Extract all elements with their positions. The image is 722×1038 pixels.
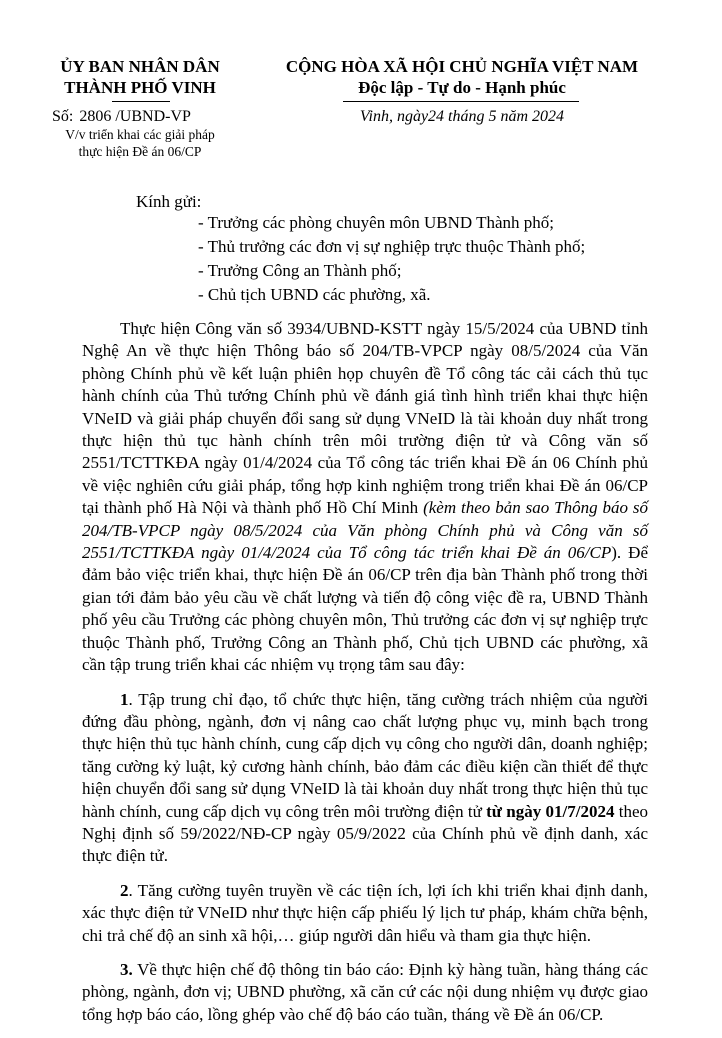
task-number: 3.: [120, 959, 133, 979]
intro-italic-text: (kèm theo bản sao Thông báo số 204/TB-VPCP ngày 08/5/2024 của Văn phòng Chính phủ và Công văn số 2551/TCTTKĐA ngày 01/4/2024 của Tổ công tác triển khai Đề án 06/CP: [82, 498, 649, 563]
intro-paragraph: [82, 318, 648, 677]
task-text: Về thực hiện chế độ thông tin báo cáo: Định kỳ hàng tuần, hàng tháng các phòng, ngành, đơn vị; UBND phường, xã căn cứ các nội dung nhiệm vụ được giao tổng hợp báo cáo, lồng ghép vào chế độ báo cáo tuần, tháng về Đề án 06/CP.: [82, 959, 648, 1024]
recipient-item: - Trưởng các phòng chuyên môn UBND Thành phố;: [198, 213, 554, 232]
motto-underline: [343, 101, 579, 102]
intro-text-2: ). Để đảm bảo việc triển khai, thực hiện Đề án 06/CP trên địa bàn Thành phố trong thời gian tới đảm bảo yêu cầu về chất lượng và tiến độ công việc đề ra, UBND Thành phố yêu cầu Trưởng các phòng chuyên môn, Thủ trưởng các đơn vị sự nghiệp trực thuộc Thành phố, Trưởng Công an Thành phố, Chủ tịch UBND các phường, xã cần tập trung triển khai các nhiệm vụ trọng tâm sau đây:: [82, 543, 648, 675]
document-number-label: Số:: [52, 108, 74, 125]
task-text: . Tập trung chỉ đạo, tổ chức thực hiện, tăng cường trách nhiệm của người đứng đầu phòng, ngành, đơn vị nâng cao chất lượng phục vụ, minh bạch trong thực hiện thủ tục hành chính, cung cấp dịch vụ công cho người dân, doanh nghiệp; tăng cường kỷ luật, kỷ cương hành chính, bảo đảm các điều kiện cần thiết để thực hiện chuyển đổi sang sử dụng VNeID là tài khoản duy nhất trong thực hiện thủ tục hành chính, cung cấp dịch vụ công trên môi trường điện tử: [82, 689, 648, 821]
document-number-value: 2806 /UBND-VP: [79, 108, 191, 125]
issuer-line-2: THÀNH PHỐ VINH: [64, 78, 216, 97]
national-title-block: [258, 56, 666, 98]
recipient-list: [198, 211, 585, 307]
issuer-block: [40, 56, 240, 98]
national-title: CỘNG HÒA XÃ HỘI CHỦ NGHĨA VIỆT NAM: [285, 57, 639, 76]
task-text-tail: theo Nghị định số 59/2022/NĐ-CP ngày 05/9/2022 của Chính phủ về định danh, xác thực điện tử.: [82, 801, 649, 866]
subject-line-1: V/v triển khai các giải pháp: [65, 127, 215, 142]
issuer-underline: [112, 101, 170, 102]
task-number: 2: [120, 880, 129, 900]
task-number: 1: [120, 689, 129, 709]
document-date: Vinh, ngày24 tháng 5 năm 2024: [359, 108, 565, 125]
greeting: Kính gửi:: [136, 192, 202, 211]
task-text: . Tăng cường tuyên truyền về các tiện ích, lợi ích khi triển khai định danh, xác thực điện tử VNeID như thực hiện cấp phiếu lý lịch tư pháp, khám chữa bệnh, chi trả chế độ an sinh xã hội,… giúp người dân hiểu và tham gia thực hiện.: [82, 880, 648, 945]
national-motto: Độc lập - Tự do - Hạnh phúc: [358, 78, 566, 97]
document-body: [82, 318, 648, 1038]
document-number: [52, 107, 197, 127]
task-deadline: từ ngày 01/7/2024: [486, 801, 615, 821]
task-item-3: [82, 959, 648, 1026]
intro-text-1: Thực hiện Công văn số 3934/UBND-KSTT ngày 15/5/2024 của UBND tỉnh Nghệ An về thực hiện Thông báo số 204/TB-VPCP ngày 08/5/2024 của Văn phòng Chính phủ về kết luận phiên họp chuyên đề Tổ công tác cải cách thủ tục hành chính của Thủ tướng Chính phủ về đánh giá tình hình triển khai thực hiện VNeID và giải pháp chuyển đổi sang sử dụng VNeID là tài khoản duy nhất trong thực hiện thủ tục hành chính trên môi trường điện tử và Công văn số 2551/TCTTKĐA ngày 01/4/2024 của Tổ công tác triển khai Đề án 06 Chính phủ về việc nghiên cứu giải pháp, tổng hợp kinh nghiệm trong triển khai Đề án 06/CP tại thành phố Hà Nội và thành phố Hồ Chí Minh: [82, 319, 648, 518]
recipient-item: - Chủ tịch UBND các phường, xã.: [198, 285, 431, 304]
subject-line-2: thực hiện Đề án 06/CP: [78, 144, 202, 159]
issuer-line-1: ỦY BAN NHÂN DÂN: [60, 57, 220, 76]
task-item-2: [82, 880, 648, 947]
recipient-item: - Trưởng Công an Thành phố;: [198, 261, 402, 280]
task-item-1: [82, 689, 648, 868]
document-subject: [40, 126, 240, 160]
recipient-item: - Thủ trưởng các đơn vị sự nghiệp trực thuộc Thành phố;: [198, 237, 586, 256]
